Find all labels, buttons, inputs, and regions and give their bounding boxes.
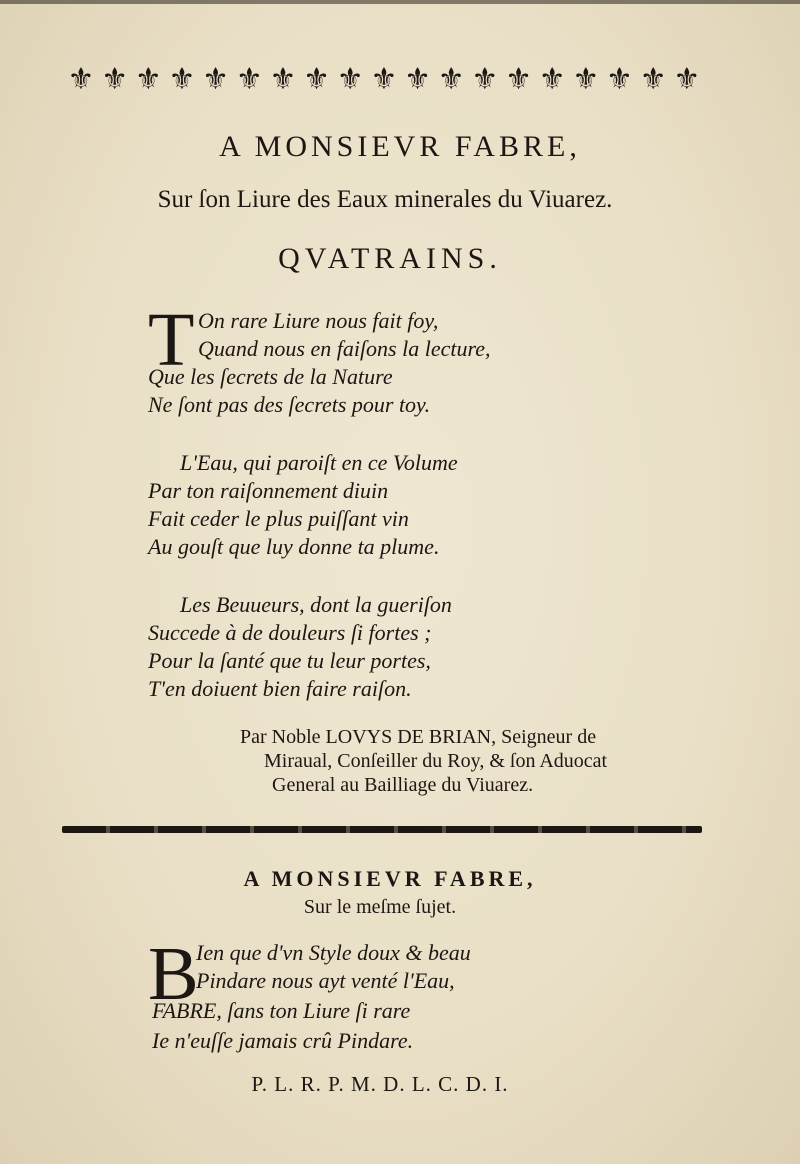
stanza3-line2: Succede à de douleurs ſi fortes ;: [148, 620, 432, 645]
poem2-line4: Ie n'euſſe jamais crû Pindare.: [152, 1028, 414, 1053]
stanza2-line3: Fait ceder le plus puiſſant vin: [148, 506, 409, 531]
stanza1-line2: Quand nous en faiſons la lecture,: [198, 336, 491, 361]
fleuron-border: [66, 62, 702, 98]
poem2-line1: Ien que d'vn Style doux & beau: [196, 940, 471, 965]
fleuron-icon: ⚜: [572, 63, 600, 96]
fleuron-icon: ⚜: [639, 63, 667, 96]
stanza1-line4: Ne ſont pas des ſecrets pour toy.: [148, 392, 431, 417]
stanza3-line3: Pour la ſanté que tu leur portes,: [148, 648, 431, 673]
signature-line1: Par Noble LOVYS DE BRIAN, Seigneur de: [240, 726, 597, 748]
fleuron-icon: ⚜: [606, 63, 633, 96]
poem2-drop-cap: B: [148, 932, 199, 1016]
stanza2-line2: Par ton raiſonnement diuin: [148, 478, 389, 503]
fleuron-icon: ⚜: [538, 63, 566, 96]
stanza1-line1: On rare Liure nous fait foy,: [198, 308, 439, 333]
stanza2-line4: Au gouſt que luy donne ta plume.: [148, 534, 440, 559]
stanza3-line1: Les Beuueurs, dont la gueriſon: [180, 592, 452, 617]
poem2-title: A MONSIEVR FABRE,: [243, 866, 537, 891]
poem2-line2: Pindare nous ayt venté l'Eau,: [196, 968, 455, 993]
divider-rule: [62, 826, 702, 833]
poem1-drop-cap: T: [148, 298, 195, 382]
fleuron-icon: ⚜: [134, 63, 162, 96]
stanza2-line1: L'Eau, qui paroiſt en ce Volume: [180, 450, 458, 475]
fleuron-icon: ⚜: [505, 63, 532, 96]
poem2-subtitle: Sur le meſme ſujet.: [303, 896, 457, 918]
fleuron-icon: ⚜: [437, 63, 465, 96]
signature-line3: General au Bailliage du Viuarez.: [272, 774, 534, 796]
attribution-initials: P. L. R. P. M. D. L. C. D. I.: [251, 1072, 509, 1096]
signature-line2: Miraual, Conſeiller du Roy, & ſon Aduocat: [264, 750, 608, 772]
section-heading: QVATRAINS.: [278, 242, 502, 275]
fleuron-icon: ⚜: [269, 63, 297, 96]
fleuron-icon: ⚜: [202, 63, 230, 96]
fleuron-icon: ⚜: [67, 63, 95, 96]
fleuron-icon: ⚜: [101, 63, 129, 96]
fleuron-icon: ⚜: [673, 63, 701, 96]
poem2-line3: FABRE, ſans ton Liure ſi rare: [152, 998, 411, 1023]
fleuron-icon: ⚜: [370, 63, 398, 96]
fleuron-icon: ⚜: [303, 63, 331, 96]
fleuron-icon: ⚜: [471, 63, 499, 96]
poem1-title: A MONSIEVR FABRE,: [219, 130, 581, 163]
fleuron-icon: ⚜: [235, 63, 263, 96]
fleuron-icon: ⚜: [336, 63, 364, 96]
page-top-edge: [0, 0, 800, 4]
fleuron-icon: ⚜: [168, 63, 196, 96]
stanza1-line3: Que les ſecrets de la Nature: [148, 364, 393, 389]
stanza3-line4: T'en doiuent bien faire raiſon.: [148, 676, 412, 701]
fleuron-icon: ⚜: [404, 63, 432, 96]
poem1-subtitle: Sur ſon Liure des Eaux minerales du Viuarez.: [157, 186, 613, 213]
